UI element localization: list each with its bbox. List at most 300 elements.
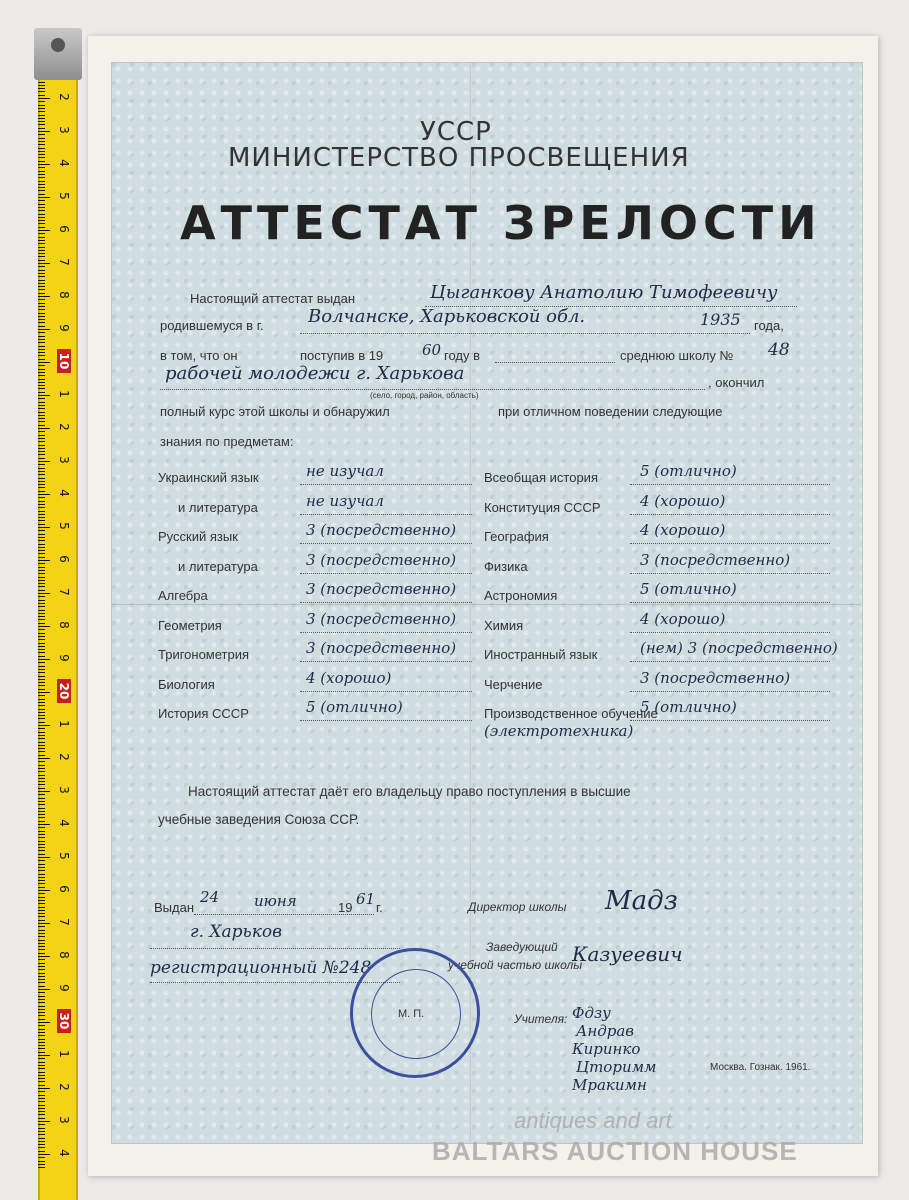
tape-tick <box>38 355 45 356</box>
tape-tick <box>38 923 50 924</box>
tape-tick <box>38 263 50 264</box>
subject-name: Русский язык <box>158 529 238 544</box>
tape-tick <box>38 474 45 475</box>
tape-label: 1 <box>57 1050 71 1058</box>
tape-tick <box>38 375 45 376</box>
tape-tick <box>38 167 45 168</box>
registration-number: регистрационный №248 <box>150 958 372 978</box>
year-label: года, <box>754 318 784 333</box>
tape-tick <box>38 969 45 970</box>
tape-tick <box>38 745 45 746</box>
tape-tick <box>38 161 45 162</box>
tape-tick <box>38 352 45 353</box>
tape-tick <box>38 831 45 832</box>
entry-year: 60 <box>422 341 442 359</box>
tape-tick <box>38 247 45 248</box>
subject-name: и литература <box>178 558 258 574</box>
tape-tick <box>38 679 45 680</box>
tape-tick <box>38 1002 45 1003</box>
grade-underline <box>300 661 472 662</box>
tape-label: 2 <box>57 1083 71 1091</box>
tape-tick <box>38 319 45 320</box>
tape-tick <box>38 481 45 482</box>
tape-tick <box>38 874 45 875</box>
tape-tick <box>38 854 45 855</box>
tape-tick <box>38 210 45 211</box>
tape-tick <box>38 1161 45 1162</box>
tape-tick <box>38 1088 50 1089</box>
tape-tick <box>38 629 45 630</box>
tape-tick <box>38 1121 50 1122</box>
school-name: рабочей молодежи г. Харькова <box>165 363 465 384</box>
tape-tick <box>38 633 45 634</box>
subject-grade: 4 (хорошо) <box>640 521 726 539</box>
tape-tick <box>38 583 45 584</box>
issued-month: июня <box>254 892 297 910</box>
tape-tick <box>38 431 45 432</box>
tape-tick <box>38 207 45 208</box>
tape-tick <box>38 864 45 865</box>
tape-label: 9 <box>57 654 71 662</box>
tape-tick <box>38 266 45 267</box>
tape-tick <box>38 725 50 726</box>
tape-tick <box>38 775 45 776</box>
tape-tick <box>38 468 45 469</box>
tape-tick <box>38 742 45 743</box>
tape-tick <box>38 101 45 102</box>
tape-tick <box>38 329 50 330</box>
tape-tick <box>38 154 45 155</box>
tape-tick <box>38 656 45 657</box>
tape-tick <box>38 91 45 92</box>
tape-tick <box>38 596 45 597</box>
tape-tick <box>38 1025 45 1026</box>
tape-tick <box>38 547 45 548</box>
born-label: родившемуся в г. <box>160 318 264 333</box>
birth-year: 1935 <box>700 310 741 329</box>
tape-tick <box>38 652 45 653</box>
tape-tick <box>38 428 50 429</box>
tape-tick <box>38 276 45 277</box>
tape-tick <box>38 223 45 224</box>
grade-underline <box>630 484 830 485</box>
tape-tick <box>38 1029 45 1030</box>
tape-tick <box>38 992 45 993</box>
tape-tick <box>38 834 45 835</box>
grade-underline <box>630 514 830 515</box>
tape-tick <box>38 204 45 205</box>
tape-tick <box>38 421 45 422</box>
tape-tick <box>38 392 45 393</box>
tape-tick <box>38 497 45 498</box>
tape-tick <box>38 1118 45 1119</box>
tape-label: 7 <box>57 588 71 596</box>
tape-tick <box>38 850 45 851</box>
tape-tick <box>38 425 45 426</box>
tape-tick <box>38 177 45 178</box>
tape-tick <box>38 1151 45 1152</box>
tape-tick <box>38 270 45 271</box>
tape-tick <box>38 712 45 713</box>
tape-tick <box>38 824 50 825</box>
tape-tick <box>38 1068 45 1069</box>
line5b: при отличном поведении следующие <box>498 404 723 419</box>
tape-tick <box>38 1144 45 1145</box>
tape-tick <box>38 256 45 257</box>
tape-tick <box>38 174 45 175</box>
tape-tick <box>38 115 45 116</box>
tape-tick <box>38 982 45 983</box>
tape-tick <box>38 804 45 805</box>
tape-tick <box>38 306 45 307</box>
tape-tick <box>38 1072 45 1073</box>
tape-tick <box>38 82 45 83</box>
subject-name: Всеобщая история <box>484 470 598 485</box>
tape-label: 3 <box>57 786 71 794</box>
tape-tick <box>38 260 45 261</box>
grade-underline <box>630 691 830 692</box>
tape-tick <box>38 214 45 215</box>
tape-label: 8 <box>57 291 71 299</box>
tape-tick <box>38 897 45 898</box>
tape-tick <box>38 903 45 904</box>
tape-tick <box>38 949 45 950</box>
tape-tick <box>38 791 50 792</box>
line6: знания по предметам: <box>160 434 294 449</box>
tape-tick <box>38 124 45 125</box>
tape-tick <box>38 847 45 848</box>
tape-tick <box>38 1009 45 1010</box>
tape-tick <box>38 1095 45 1096</box>
tape-tick <box>38 105 45 106</box>
tape-tick <box>38 877 45 878</box>
tape-tick <box>38 303 45 304</box>
tape-tick <box>38 1141 45 1142</box>
subject-name: Биология <box>158 676 215 692</box>
tape-tick <box>38 412 45 413</box>
tape-tick <box>38 553 45 554</box>
teacher-signature: Фдзу <box>572 1004 611 1022</box>
tape-tick <box>38 946 45 947</box>
tape-tick <box>38 346 45 347</box>
tape-tick <box>38 827 45 828</box>
grade-underline <box>630 573 830 574</box>
tape-tick <box>38 148 45 149</box>
tape-tick <box>38 445 45 446</box>
tape-tick <box>38 339 45 340</box>
tape-label: 4 <box>57 819 71 827</box>
tape-tick <box>38 692 50 693</box>
tape-tick <box>38 1062 45 1063</box>
tape-tick <box>38 722 45 723</box>
tape-tick <box>38 1022 50 1023</box>
subject-grade: 5 (отлично) <box>306 698 403 716</box>
issued-label: Выдан <box>154 900 195 915</box>
tape-tick <box>38 134 45 135</box>
tape-tick <box>38 171 45 172</box>
header-republic: УССР <box>420 117 492 147</box>
printer-imprint: Москва. Гознак. 1961. <box>710 1062 811 1073</box>
tape-tick <box>38 738 45 739</box>
tape-label: 5 <box>57 522 71 530</box>
tape-tick <box>38 1131 45 1132</box>
tape-tick <box>38 151 45 152</box>
tape-tick <box>38 639 45 640</box>
grade-underline <box>300 602 472 603</box>
tape-tick <box>38 385 45 386</box>
grade-underline <box>630 632 830 633</box>
subject-grade: 3 (посредственно) <box>640 550 791 569</box>
tape-tick <box>38 372 45 373</box>
watermark-line2: BALTARS AUCTION HOUSE <box>432 1136 798 1166</box>
tape-hook-icon <box>34 28 82 80</box>
tape-tick <box>38 732 45 733</box>
tape-tick <box>38 1081 45 1082</box>
line3-a: в том, что он <box>160 348 238 363</box>
tape-tick <box>38 1075 45 1076</box>
tape-tick <box>38 1091 45 1092</box>
tape-tick <box>38 388 45 389</box>
subject-grade: 3 (посредственно) <box>306 550 457 569</box>
grade-underline <box>300 720 472 721</box>
holder-name: Цыганкову Анатолию Тимофеевичу <box>430 282 778 303</box>
subject-grade: не изучал <box>306 462 384 480</box>
grade-underline <box>300 514 472 515</box>
tape-tick <box>38 342 45 343</box>
tape-tick <box>38 88 45 89</box>
grade-underline <box>300 573 472 574</box>
tape-label: 4 <box>57 489 71 497</box>
header-ministry: МИНИСТЕРСТВО ПРОСВЕЩЕНИЯ <box>228 143 690 173</box>
issued-year-prefix: 19 <box>338 900 353 915</box>
tape-tick <box>38 748 45 749</box>
tape-tick <box>38 643 45 644</box>
tape-tick <box>38 464 45 465</box>
tape-tick <box>38 1167 45 1168</box>
tape-tick <box>38 1114 45 1115</box>
tape-tick <box>38 494 50 495</box>
tape-tick <box>38 1164 45 1165</box>
tape-tick <box>38 563 45 564</box>
tape-tick <box>38 240 45 241</box>
issued-day: 24 <box>200 888 220 906</box>
tape-tick <box>38 778 45 779</box>
tape-tick <box>38 837 45 838</box>
page-title: АТТЕСТАТ ЗРЕЛОСТИ <box>180 196 822 250</box>
subject-name: и литература <box>178 499 258 515</box>
tape-tick <box>38 913 45 914</box>
tape-tick <box>38 560 50 561</box>
tape-tick <box>38 1105 45 1106</box>
tape-tick <box>38 956 50 957</box>
tape-tick <box>38 487 45 488</box>
fold-line-horizontal <box>111 604 861 605</box>
tape-tick <box>38 243 45 244</box>
tape-tick <box>38 765 45 766</box>
tape-tick <box>38 1065 45 1066</box>
tape-tick <box>38 362 50 363</box>
tape-tick <box>38 933 45 934</box>
place-hint: (село, город, район, область) <box>370 391 479 400</box>
tape-tick <box>38 286 45 287</box>
tape-tick <box>38 577 45 578</box>
tape-tick <box>38 336 45 337</box>
school-number: 48 <box>768 340 790 360</box>
tape-tick <box>38 699 45 700</box>
tape-tick <box>38 233 45 234</box>
tape-label: 2 <box>57 93 71 101</box>
line3-c: году в <box>444 348 481 363</box>
tape-tick <box>38 501 45 502</box>
tape-tick <box>38 610 45 611</box>
grade-underline <box>300 484 472 485</box>
tape-tick <box>38 1048 45 1049</box>
tape-tick <box>38 666 45 667</box>
tape-label: 30 <box>57 1009 71 1033</box>
tape-tick <box>38 217 45 218</box>
tape-tick <box>38 471 45 472</box>
tape-tick <box>38 408 45 409</box>
grade-underline <box>630 661 830 662</box>
finished-label: , окончил <box>708 375 765 390</box>
tape-tick <box>38 751 45 752</box>
subject-grade: 4 (хорошо) <box>640 609 726 628</box>
tape-tick <box>38 313 45 314</box>
tape-tick <box>38 200 45 201</box>
tape-tick <box>38 616 45 617</box>
tape-tick <box>38 273 45 274</box>
teacher-signature: Андрав <box>576 1022 635 1040</box>
tape-tick <box>38 880 45 881</box>
tape-tick <box>38 728 45 729</box>
line3-b: поступив в 19 <box>300 348 384 363</box>
tape-tick <box>38 283 45 284</box>
tape-tick <box>38 709 45 710</box>
subject-name: Конституция СССР <box>484 499 601 515</box>
tape-tick <box>38 253 45 254</box>
tape-tick <box>38 844 45 845</box>
tape-tick <box>38 580 45 581</box>
subject-name: Черчение <box>484 676 543 692</box>
teacher-signature: Киринко <box>572 1040 641 1058</box>
tape-tick <box>38 685 45 686</box>
tape-tick <box>38 280 45 281</box>
tape-tick <box>38 626 50 627</box>
tape-tick <box>38 484 45 485</box>
tape-tick <box>38 448 45 449</box>
tape-tick <box>38 1128 45 1129</box>
tape-tick <box>38 821 45 822</box>
tape-tick <box>38 289 45 290</box>
watermark-line1: antiques and art <box>514 1108 672 1133</box>
tape-tick <box>38 184 45 185</box>
tape-label: 4 <box>57 159 71 167</box>
tape-label: 1 <box>57 390 71 398</box>
tape-tick <box>38 768 45 769</box>
tape-tick <box>38 326 45 327</box>
tape-tick <box>38 573 45 574</box>
tape-tick <box>38 1078 45 1079</box>
tape-tick <box>38 989 50 990</box>
tape-tick <box>38 299 45 300</box>
teachers-label: Учителя: <box>514 1012 568 1026</box>
tape-tick <box>38 534 45 535</box>
tape-tick <box>38 530 45 531</box>
tape-label: 7 <box>57 258 71 266</box>
rights-text-1: Настоящий аттестат даёт его владельцу право поступления в высшие <box>188 784 631 799</box>
tape-tick <box>38 1154 50 1155</box>
subject-grade: 4 (хорошо) <box>640 491 726 510</box>
tape-tick <box>38 916 45 917</box>
tape-tick <box>38 138 45 139</box>
tape-tick <box>38 702 45 703</box>
tape-tick <box>38 395 50 396</box>
tape-label: 2 <box>57 753 71 761</box>
tape-tick <box>38 662 45 663</box>
subject-grade: 3 (посредственно) <box>306 521 457 539</box>
tape-tick <box>38 121 45 122</box>
subject-name: Тригонометрия <box>158 647 250 662</box>
tape-tick <box>38 996 45 997</box>
tape-label: 3 <box>57 126 71 134</box>
tape-tick <box>38 227 45 228</box>
tape-tick <box>38 544 45 545</box>
tape-label: 5 <box>57 192 71 200</box>
director-signature: Мадз <box>605 886 678 916</box>
tape-tick <box>38 85 45 86</box>
subject-grade: 3 (посредственно) <box>306 609 457 628</box>
tape-tick <box>38 801 45 802</box>
tape-label: 5 <box>57 852 71 860</box>
tape-tick <box>38 1015 45 1016</box>
tape-tick <box>38 144 45 145</box>
tape-tick <box>38 841 45 842</box>
subject-grade: 3 (посредственно) <box>640 668 791 687</box>
tape-tick <box>38 454 45 455</box>
tape-tick <box>38 458 45 459</box>
tape-tick <box>38 1138 45 1139</box>
tape-tick <box>38 999 45 1000</box>
tape-tick <box>38 867 45 868</box>
tape-label: 8 <box>57 951 71 959</box>
tape-label: 2 <box>57 423 71 431</box>
tape-label: 3 <box>57 456 71 464</box>
tape-tick <box>38 883 45 884</box>
tape-label: 10 <box>57 349 71 373</box>
tape-tick <box>38 567 45 568</box>
tape-tick <box>38 979 45 980</box>
tape-tick <box>38 111 45 112</box>
tape-tick <box>38 1019 45 1020</box>
issued-to-label: Настоящий аттестат выдан <box>190 291 356 306</box>
tape-tick <box>38 623 45 624</box>
tape-tick <box>38 976 45 977</box>
subject-grade: 4 (хорошо) <box>306 668 392 687</box>
tape-tick <box>38 382 45 383</box>
tape-tick <box>38 1052 45 1053</box>
tape-tick <box>38 511 45 512</box>
tape-tick <box>38 593 50 594</box>
tape-tick <box>38 1157 45 1158</box>
line3-d: среднюю школу № <box>620 348 734 363</box>
tape-tick <box>38 540 45 541</box>
tape-tick <box>38 814 45 815</box>
production-note: (электротехника) <box>484 722 634 740</box>
tape-tick <box>38 600 45 601</box>
subject-name: Иностранный язык <box>484 647 598 662</box>
tape-tick <box>38 890 50 891</box>
tape-tick <box>38 811 45 812</box>
